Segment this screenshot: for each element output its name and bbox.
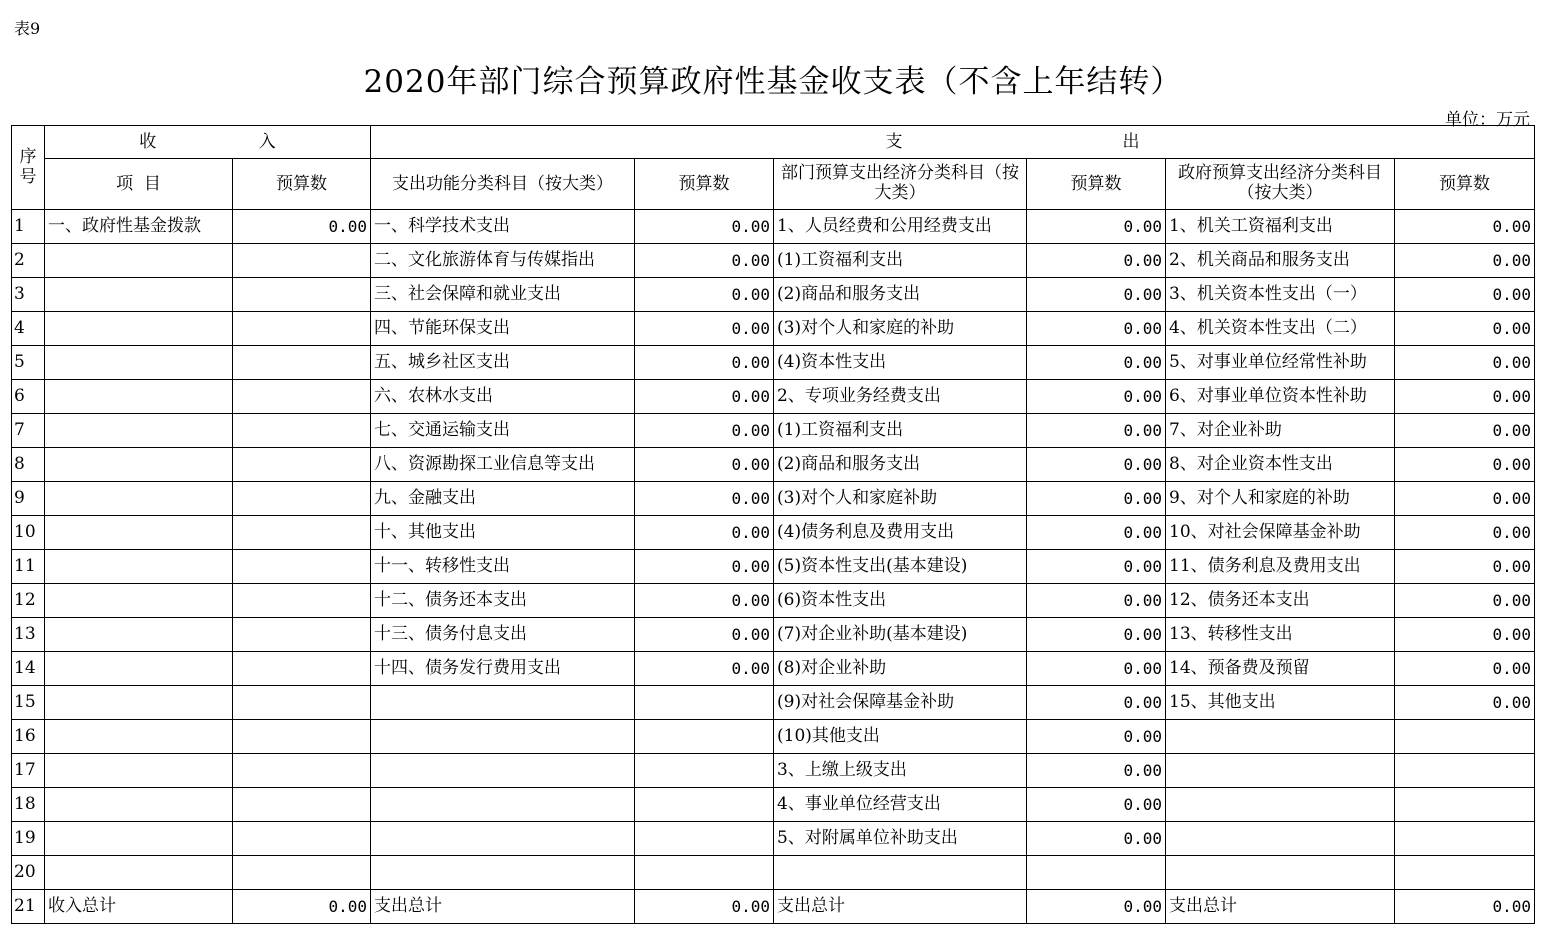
- seq-cell: 11: [12, 550, 45, 584]
- seq-cell: 20: [12, 856, 45, 890]
- income-amount-cell: [233, 754, 371, 788]
- income-item-cell: [45, 448, 233, 482]
- function-category-cell: 三、社会保障和就业支出: [371, 278, 635, 312]
- dept-amount-cell: 0.00: [1027, 788, 1166, 822]
- function-amount-cell: 0.00: [635, 618, 774, 652]
- dept-economic-cell: (1)工资福利支出: [774, 244, 1027, 278]
- seq-cell: 6: [12, 380, 45, 414]
- page-title: 2020年部门综合预算政府性基金收支表（不含上年结转）: [363, 64, 1183, 100]
- dept-economic-cell: 5、对附属单位补助支出: [774, 822, 1027, 856]
- income-item-cell: [45, 856, 233, 890]
- dept-amount-cell: 0.00: [1027, 584, 1166, 618]
- dept-economic-cell: (2)商品和服务支出: [774, 278, 1027, 312]
- seq-cell: 9: [12, 482, 45, 516]
- gov-amount-cell: 0.00: [1395, 414, 1535, 448]
- function-category-cell: [371, 856, 635, 890]
- table-number-label: 表9: [14, 19, 41, 38]
- function-category-cell: 十一、转移性支出: [371, 550, 635, 584]
- dept-amount-cell: 0.00: [1027, 210, 1166, 244]
- seq-cell: 19: [12, 822, 45, 856]
- gov-economic-cell: 7、对企业补助: [1166, 414, 1395, 448]
- function-category-cell: [371, 720, 635, 754]
- seq-cell: 17: [12, 754, 45, 788]
- gov-economic-cell: [1166, 856, 1395, 890]
- income-amount-cell: [233, 584, 371, 618]
- gov-amount-cell: [1395, 856, 1535, 890]
- dept-amount-cell: 0.00: [1027, 414, 1166, 448]
- gov-amount-cell: 0.00: [1395, 312, 1535, 346]
- dept-economic-cell: (4)资本性支出: [774, 346, 1027, 380]
- function-category-cell: 支出总计: [371, 890, 635, 924]
- dept-economic-cell: (3)对个人和家庭的补助: [774, 312, 1027, 346]
- function-amount-cell: [635, 720, 774, 754]
- gov-economic-cell: 8、对企业资本性支出: [1166, 448, 1395, 482]
- seq-cell: 16: [12, 720, 45, 754]
- gov-amount-cell: 0.00: [1395, 380, 1535, 414]
- income-item-cell: [45, 686, 233, 720]
- dept-economic-cell: (3)对个人和家庭补助: [774, 482, 1027, 516]
- dept-economic-cell: (1)工资福利支出: [774, 414, 1027, 448]
- gov-economic-cell: 4、机关资本性支出（二）: [1166, 312, 1395, 346]
- gov-economic-cell: [1166, 720, 1395, 754]
- dept-economic-cell: (6)资本性支出: [774, 584, 1027, 618]
- function-category-cell: 二、文化旅游体育与传媒指出: [371, 244, 635, 278]
- income-item-cell: [45, 380, 233, 414]
- income-amount-cell: [233, 278, 371, 312]
- table-row: [12, 822, 1535, 856]
- seq-cell: 1: [12, 210, 45, 244]
- gov-economic-cell: 2、机关商品和服务支出: [1166, 244, 1395, 278]
- table-row: [12, 516, 1535, 550]
- function-amount-cell: 0.00: [635, 448, 774, 482]
- income-item-cell: [45, 414, 233, 448]
- income-amount-cell: [233, 312, 371, 346]
- dept-economic-cell: (2)商品和服务支出: [774, 448, 1027, 482]
- income-amount-cell: 0.00: [233, 210, 371, 244]
- income-amount-cell: [233, 346, 371, 380]
- dept-amount-cell: 0.00: [1027, 890, 1166, 924]
- gov-economic-cell: 11、债务利息及费用支出: [1166, 550, 1395, 584]
- seq-cell: 15: [12, 686, 45, 720]
- income-amount-cell: [233, 652, 371, 686]
- dept-economic-cell: [774, 856, 1027, 890]
- dept-economic-cell: 支出总计: [774, 890, 1027, 924]
- gov-amount-cell: 0.00: [1395, 652, 1535, 686]
- dept-amount-cell: 0.00: [1027, 550, 1166, 584]
- table-row: [12, 278, 1535, 312]
- seq-cell: 10: [12, 516, 45, 550]
- income-item-cell: [45, 278, 233, 312]
- gov-amount-cell: 0.00: [1395, 244, 1535, 278]
- function-category-cell: 十三、债务付息支出: [371, 618, 635, 652]
- col-header-amount: 预算数: [1395, 159, 1535, 210]
- income-amount-cell: [233, 822, 371, 856]
- seq-cell: 2: [12, 244, 45, 278]
- function-amount-cell: [635, 856, 774, 890]
- col-header-amount: 预算数: [1027, 159, 1166, 210]
- function-amount-cell: [635, 822, 774, 856]
- gov-amount-cell: [1395, 754, 1535, 788]
- gov-economic-cell: 9、对个人和家庭的补助: [1166, 482, 1395, 516]
- income-item-cell: [45, 754, 233, 788]
- table-row: [12, 618, 1535, 652]
- function-category-cell: [371, 686, 635, 720]
- seq-cell: 14: [12, 652, 45, 686]
- function-category-cell: 八、资源勘探工业信息等支出: [371, 448, 635, 482]
- gov-amount-cell: 0.00: [1395, 210, 1535, 244]
- table-row: [12, 414, 1535, 448]
- gov-amount-cell: [1395, 822, 1535, 856]
- gov-economic-cell: 15、其他支出: [1166, 686, 1395, 720]
- function-category-cell: [371, 822, 635, 856]
- seq-cell: 8: [12, 448, 45, 482]
- income-amount-cell: [233, 482, 371, 516]
- dept-amount-cell: 0.00: [1027, 822, 1166, 856]
- function-category-cell: 九、金融支出: [371, 482, 635, 516]
- dept-amount-cell: 0.00: [1027, 346, 1166, 380]
- col-header-dept-economic-category: 部门预算支出经济分类科目（按大类）: [774, 159, 1027, 210]
- seq-cell: 12: [12, 584, 45, 618]
- table-row: [12, 584, 1535, 618]
- dept-economic-cell: (9)对社会保障基金补助: [774, 686, 1027, 720]
- seq-cell: 13: [12, 618, 45, 652]
- income-amount-cell: [233, 788, 371, 822]
- seq-cell: 21: [12, 890, 45, 924]
- function-amount-cell: 0.00: [635, 482, 774, 516]
- dept-amount-cell: 0.00: [1027, 720, 1166, 754]
- gov-economic-cell: 10、对社会保障基金补助: [1166, 516, 1395, 550]
- table-row: [12, 686, 1535, 720]
- gov-economic-cell: 13、转移性支出: [1166, 618, 1395, 652]
- table-row: [12, 652, 1535, 686]
- income-item-cell: [45, 618, 233, 652]
- function-category-cell: 四、节能环保支出: [371, 312, 635, 346]
- dept-economic-cell: 4、事业单位经营支出: [774, 788, 1027, 822]
- dept-amount-cell: 0.00: [1027, 448, 1166, 482]
- gov-amount-cell: 0.00: [1395, 448, 1535, 482]
- table-row: [12, 754, 1535, 788]
- function-category-cell: 一、科学技术支出: [371, 210, 635, 244]
- dept-economic-cell: (8)对企业补助: [774, 652, 1027, 686]
- dept-amount-cell: 0.00: [1027, 312, 1166, 346]
- table-row: [12, 482, 1535, 516]
- income-item-cell: [45, 312, 233, 346]
- function-category-cell: 六、农林水支出: [371, 380, 635, 414]
- income-amount-cell: [233, 550, 371, 584]
- col-header-function-category: 支出功能分类科目（按大类）: [371, 159, 635, 210]
- gov-economic-cell: 5、对事业单位经常性补助: [1166, 346, 1395, 380]
- col-header-amount: 预算数: [233, 159, 371, 210]
- table-row: [12, 890, 1535, 924]
- gov-amount-cell: 0.00: [1395, 550, 1535, 584]
- dept-economic-cell: 3、上缴上级支出: [774, 754, 1027, 788]
- income-item-cell: [45, 822, 233, 856]
- gov-economic-cell: 支出总计: [1166, 890, 1395, 924]
- seq-cell: 18: [12, 788, 45, 822]
- function-amount-cell: 0.00: [635, 550, 774, 584]
- col-header-gov-economic-category: 政府预算支出经济分类科目（按大类）: [1166, 159, 1395, 210]
- gov-amount-cell: 0.00: [1395, 584, 1535, 618]
- col-header-item: 项 目: [45, 159, 233, 210]
- function-category-cell: 十四、债务发行费用支出: [371, 652, 635, 686]
- income-item-cell: [45, 516, 233, 550]
- function-category-cell: 五、城乡社区支出: [371, 346, 635, 380]
- gov-economic-cell: 6、对事业单位资本性补助: [1166, 380, 1395, 414]
- income-item-cell: [45, 346, 233, 380]
- function-category-cell: 十二、债务还本支出: [371, 584, 635, 618]
- income-group-header: 收 入: [45, 126, 371, 159]
- income-item-cell: [45, 788, 233, 822]
- function-category-cell: 七、交通运输支出: [371, 414, 635, 448]
- gov-economic-cell: 1、机关工资福利支出: [1166, 210, 1395, 244]
- income-amount-cell: [233, 686, 371, 720]
- dept-amount-cell: [1027, 856, 1166, 890]
- income-amount-cell: [233, 618, 371, 652]
- gov-economic-cell: [1166, 754, 1395, 788]
- gov-amount-cell: 0.00: [1395, 516, 1535, 550]
- dept-economic-cell: (10)其他支出: [774, 720, 1027, 754]
- dept-economic-cell: (4)债务利息及费用支出: [774, 516, 1027, 550]
- income-item-cell: [45, 550, 233, 584]
- col-header-amount: 预算数: [635, 159, 774, 210]
- income-amount-cell: 0.00: [233, 890, 371, 924]
- dept-economic-cell: (5)资本性支出(基本建设): [774, 550, 1027, 584]
- table-row: [12, 380, 1535, 414]
- table-row: [12, 448, 1535, 482]
- gov-amount-cell: 0.00: [1395, 278, 1535, 312]
- gov-economic-cell: [1166, 822, 1395, 856]
- income-amount-cell: [233, 380, 371, 414]
- table-row: [12, 856, 1535, 890]
- income-item-cell: [45, 584, 233, 618]
- gov-economic-cell: 3、机关资本性支出（一）: [1166, 278, 1395, 312]
- function-amount-cell: 0.00: [635, 414, 774, 448]
- gov-amount-cell: 0.00: [1395, 686, 1535, 720]
- income-item-cell: 一、政府性基金拨款: [45, 210, 233, 244]
- function-amount-cell: [635, 788, 774, 822]
- budget-table: [11, 125, 1535, 924]
- gov-amount-cell: [1395, 788, 1535, 822]
- dept-economic-cell: 1、人员经费和公用经费支出: [774, 210, 1027, 244]
- dept-amount-cell: 0.00: [1027, 516, 1166, 550]
- table-row: [12, 788, 1535, 822]
- dept-amount-cell: 0.00: [1027, 618, 1166, 652]
- gov-economic-cell: 14、预备费及预留: [1166, 652, 1395, 686]
- income-amount-cell: [233, 414, 371, 448]
- function-category-cell: [371, 788, 635, 822]
- dept-amount-cell: 0.00: [1027, 754, 1166, 788]
- table-row: [12, 210, 1535, 244]
- income-item-cell: [45, 652, 233, 686]
- income-amount-cell: [233, 244, 371, 278]
- gov-amount-cell: [1395, 720, 1535, 754]
- function-amount-cell: 0.00: [635, 584, 774, 618]
- function-category-cell: [371, 754, 635, 788]
- income-item-cell: [45, 720, 233, 754]
- dept-amount-cell: 0.00: [1027, 652, 1166, 686]
- function-amount-cell: [635, 754, 774, 788]
- income-amount-cell: [233, 516, 371, 550]
- table-row: [12, 346, 1535, 380]
- seq-cell: 4: [12, 312, 45, 346]
- expense-group-header: 支 出: [371, 126, 1535, 159]
- table-row: [12, 312, 1535, 346]
- income-amount-cell: [233, 720, 371, 754]
- table-row: [12, 550, 1535, 584]
- income-amount-cell: [233, 448, 371, 482]
- seq-cell: 5: [12, 346, 45, 380]
- gov-amount-cell: 0.00: [1395, 346, 1535, 380]
- gov-amount-cell: 0.00: [1395, 618, 1535, 652]
- dept-amount-cell: 0.00: [1027, 244, 1166, 278]
- function-category-cell: 十、其他支出: [371, 516, 635, 550]
- function-amount-cell: 0.00: [635, 516, 774, 550]
- dept-amount-cell: 0.00: [1027, 278, 1166, 312]
- function-amount-cell: 0.00: [635, 652, 774, 686]
- dept-amount-cell: 0.00: [1027, 482, 1166, 516]
- function-amount-cell: [635, 686, 774, 720]
- seq-header: 序号: [12, 126, 45, 210]
- gov-amount-cell: 0.00: [1395, 482, 1535, 516]
- function-amount-cell: 0.00: [635, 244, 774, 278]
- dept-amount-cell: 0.00: [1027, 686, 1166, 720]
- income-item-cell: [45, 244, 233, 278]
- dept-economic-cell: (7)对企业补助(基本建设): [774, 618, 1027, 652]
- gov-amount-cell: 0.00: [1395, 890, 1535, 924]
- gov-economic-cell: 12、债务还本支出: [1166, 584, 1395, 618]
- seq-cell: 3: [12, 278, 45, 312]
- seq-cell: 7: [12, 414, 45, 448]
- table-row: [12, 244, 1535, 278]
- function-amount-cell: 0.00: [635, 312, 774, 346]
- function-amount-cell: 0.00: [635, 380, 774, 414]
- function-amount-cell: 0.00: [635, 278, 774, 312]
- gov-economic-cell: [1166, 788, 1395, 822]
- function-amount-cell: 0.00: [635, 890, 774, 924]
- function-amount-cell: 0.00: [635, 346, 774, 380]
- table-row: [12, 720, 1535, 754]
- dept-economic-cell: 2、专项业务经费支出: [774, 380, 1027, 414]
- income-item-cell: 收入总计: [45, 890, 233, 924]
- unit-label: 单位：万元: [1445, 110, 1530, 130]
- income-item-cell: [45, 482, 233, 516]
- income-amount-cell: [233, 856, 371, 890]
- dept-amount-cell: 0.00: [1027, 380, 1166, 414]
- function-amount-cell: 0.00: [635, 210, 774, 244]
